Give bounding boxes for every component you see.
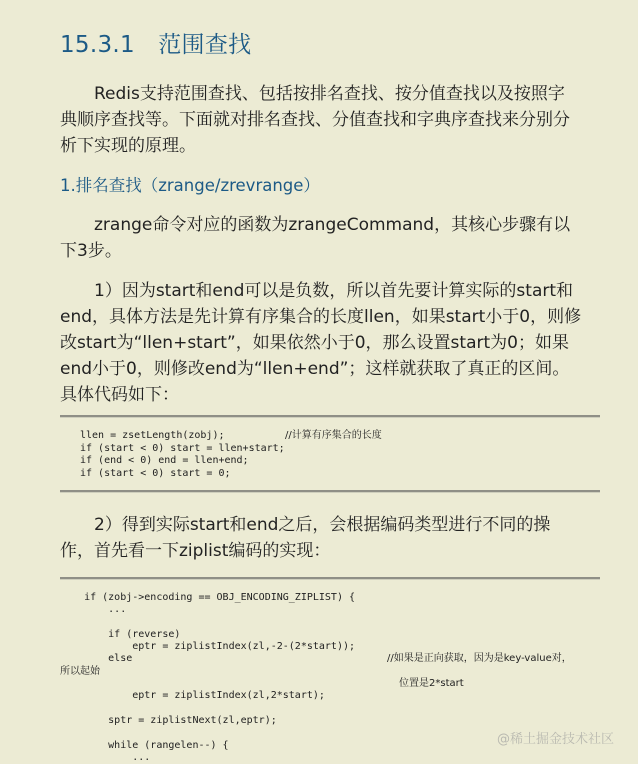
code-block-top-rule <box>60 415 600 417</box>
code-line: if (end < 0) end = llen+end; <box>80 455 249 466</box>
code-line: sptr = ziplistNext(zl,eptr); <box>60 714 277 726</box>
code-line: ... <box>60 604 127 616</box>
code-line <box>60 703 600 715</box>
code-block-2-top-rule <box>60 577 600 579</box>
step1-line: 1）因为start和end可以是负数，所以首先要计算实际的start和 <box>60 281 574 301</box>
section-title: 15.3.1 范围查找 <box>60 32 252 58</box>
code-comment: //计算有序集合的长度 <box>285 430 382 441</box>
code-line: if (zobj->encoding == OBJ_ENCODING_ZIPLIST) { <box>60 592 356 603</box>
watermark: @稀土掘金技术社区 <box>497 732 615 747</box>
subsection-title: 1.排名查找（zrange/zrevrange） <box>60 176 320 195</box>
code-block-bottom-rule <box>60 490 600 492</box>
step1-paragraph <box>60 278 600 408</box>
zrange-line: 下3步。 <box>60 241 122 261</box>
code-line: else //如果是正向获取，因为是key-value对， <box>60 653 572 665</box>
code-line: if (reverse) <box>60 628 181 640</box>
step2-paragraph <box>60 512 600 564</box>
code-comment: //如果是正向获取，因为是key-value对， <box>387 653 572 665</box>
zrange-paragraph <box>60 212 600 264</box>
code-line: while (rangelen--) { <box>60 739 229 751</box>
zrange-line: zrange命令对应的函数为zrangeCommand，其核心步骤有以 <box>60 215 571 235</box>
step1-line: end小于0，则修改end为“llen+end”；这样就获取了真正的区间。 <box>60 359 570 379</box>
step2-line: 2）得到实际start和end之后，会根据编码类型进行不同的操 <box>60 515 551 535</box>
step1-line: 改start为“llen+start”，如果依然小于0，那么设置start为0；如果 <box>60 333 569 353</box>
code-block-1 <box>60 430 600 480</box>
intro-line: 典顺序查找等。下面就对排名查找、分值查找和字典序查找来分别分 <box>60 110 570 130</box>
code-comment: 位置是2*start <box>399 678 464 690</box>
intro-line: Redis支持范围查找、包括按排名查找、按分值查找以及按照字 <box>60 84 565 104</box>
code-line: eptr = ziplistIndex(zl,2*start); <box>60 690 325 702</box>
code-line: ... <box>60 751 151 763</box>
step1-line: end，具体方法是先计算有序集合的长度llen，如果start小于0，则修 <box>60 307 582 327</box>
code-line: llen = zsetLength(zobj); //计算有序集合的长度 <box>80 430 382 441</box>
step1-line: 具体代码如下： <box>60 385 179 405</box>
code-line: if (start < 0) start = llen+start; <box>80 442 285 454</box>
code-line <box>60 617 600 629</box>
intro-line: 析下实现的原理。 <box>60 136 196 156</box>
code-line: eptr = ziplistIndex(zl,-2-(2*start)); <box>60 641 356 653</box>
code-line: 所以起始 <box>60 665 100 677</box>
step2-line: 作，首先看一下ziplist编码的实现： <box>60 541 331 561</box>
code-line <box>60 678 600 690</box>
intro-paragraph <box>60 81 600 159</box>
code-line: if (start < 0) start = 0; <box>80 467 231 479</box>
